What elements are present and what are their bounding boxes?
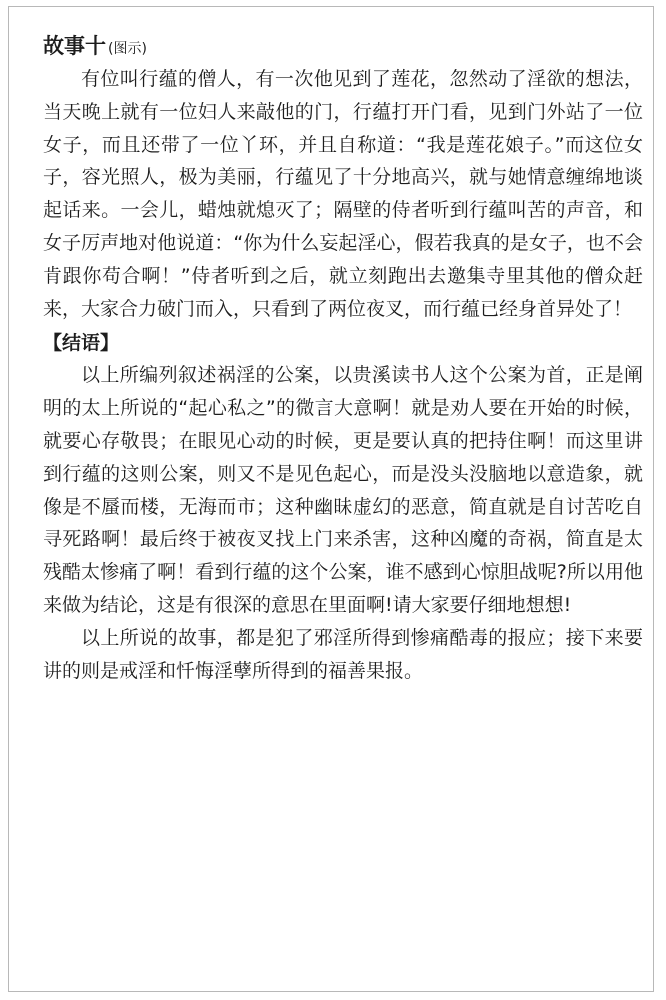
book-page (8, 6, 654, 992)
story-subtitle: (图示) (108, 41, 147, 57)
page-content (43, 31, 643, 687)
story-title: 故事十 (43, 34, 106, 58)
story-heading (43, 31, 643, 61)
conclusion-paragraph-2: 以上所说的故事，都是犯了邪淫所得到惨痛酷毒的报应；接下来要讲的则是戒淫和忏悔淫孽所得到的福善果报。 (43, 626, 643, 682)
story-paragraph: 有位叫行蕴的僧人，有一次他见到了莲花，忽然动了淫欲的想法，当天晚上就有一位妇人来敲他的门，行蕴打开门看，见到门外站了一位女子，而且还带了一位丫环，并且自称道：“我是莲花娘子。”而这位女子，容光照人，极为美丽，行蕴见了十分地高兴，就与她情意缠绵地谈起话来。一会儿，蜡烛就熄灭了；隔壁的侍者听到行蕴叫苦的声音，和女子厉声地对他说道：“你为什么妄起淫心，假若我真的是女子，也不会肯跟你苟合啊！”侍者听到之后，就立刻跑出去邀集寺里其他的僧众赶来，大家合力破门而入，只看到了两位夜叉，而行蕴已经身首异处了！ (43, 68, 643, 320)
conclusion-title: 【结语】 (43, 332, 120, 355)
conclusion-paragraph-1: 以上所编列叙述祸淫的公案，以贵溪读书人这个公案为首，正是阐明的太上所说的“起心私之”的微言大意啊！就是劝人要在开始的时候，就要心存敬畏；在眼见心动的时候，更是要认真的把持住啊！而这里讲到行蕴的这则公案，则又不是见色起心，而是没头没脑地以意造象，就像是不蜃而楼，无海而市；这种幽昧虚幻的恶意，简直就是自讨苦吃自寻死路啊！最后终于被夜叉找上门来杀害，这种凶魔的奇祸，简直是太残酷太惨痛了啊！看到行蕴的这个公案，谁不感到心惊胆战呢?所以用他来做为结论，这是有很深的意思在里面啊!请大家要仔细地想想! (43, 364, 643, 616)
